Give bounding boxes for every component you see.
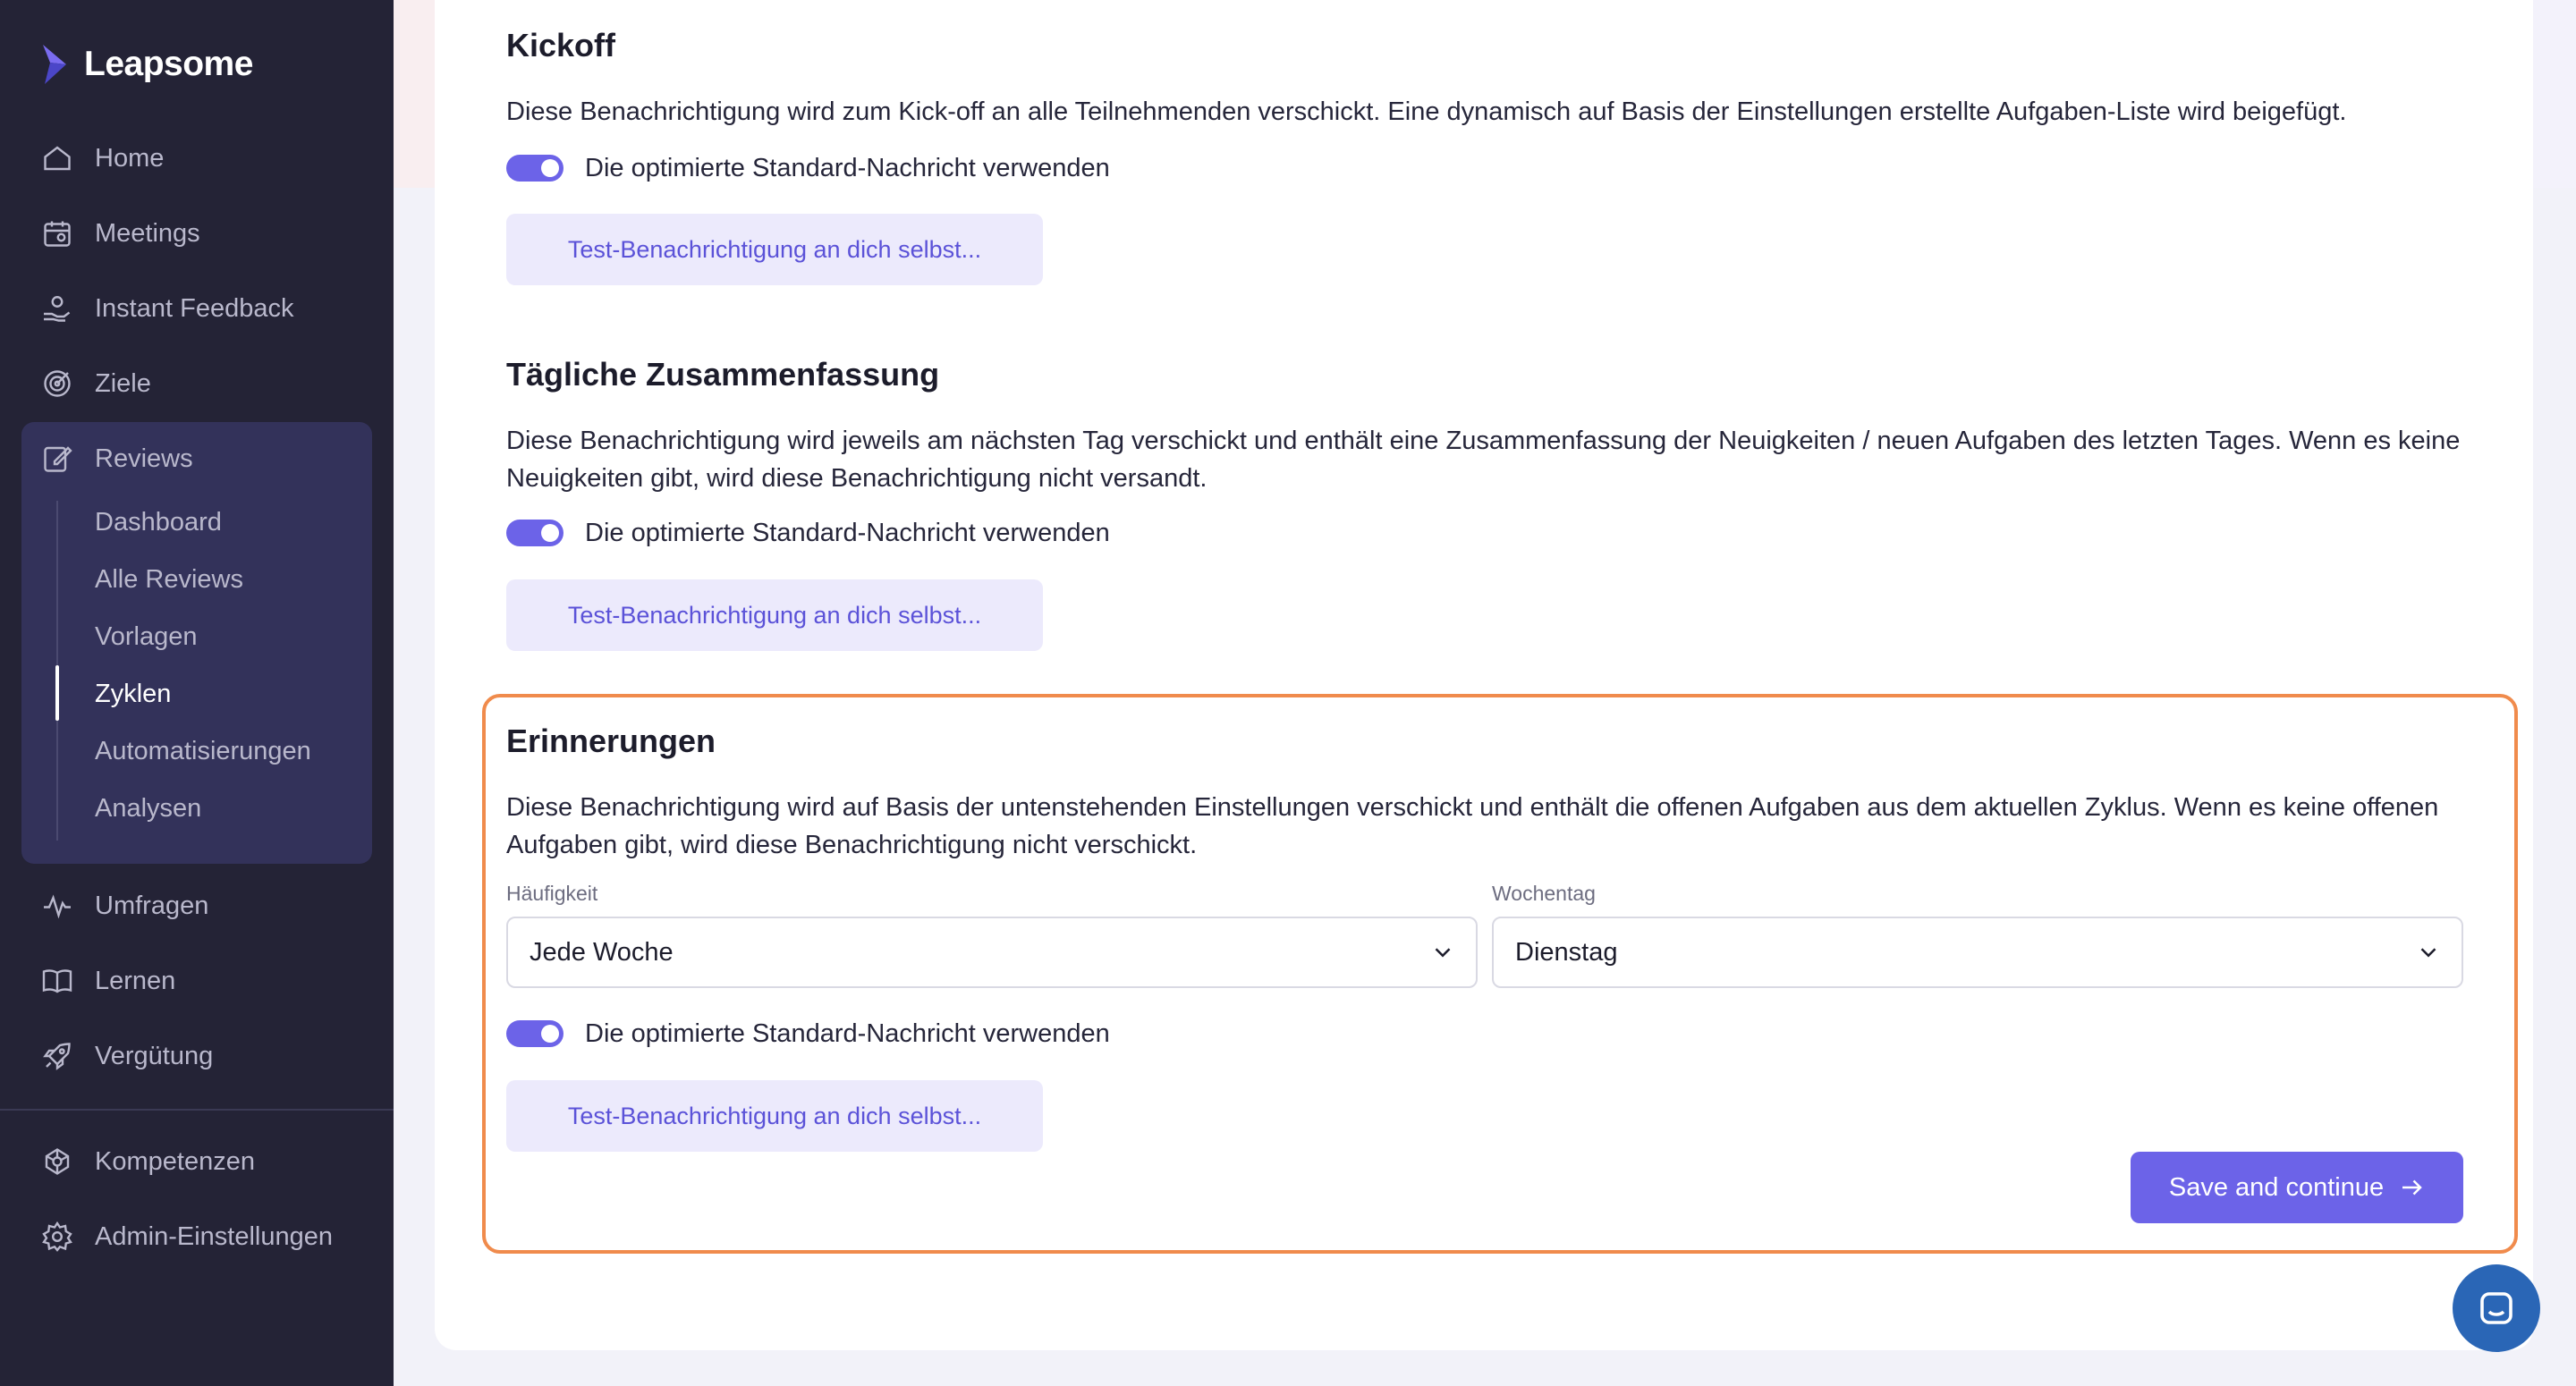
submenu-active-indicator	[55, 665, 59, 721]
sidebar	[0, 0, 394, 1386]
nav-item-admin-einstellungen[interactable]	[41, 1214, 333, 1259]
kickoff-title: Kickoff	[506, 27, 616, 63]
toggle-label: Die optimierte Standard-Nachricht verwenden	[585, 1018, 1110, 1048]
target-icon	[41, 368, 73, 400]
toggle-label: Die optimierte Standard-Nachricht verwenden	[585, 153, 1110, 182]
chevron-down-icon	[1429, 939, 1456, 966]
reminders-toggle-row[interactable]	[506, 1016, 1110, 1052]
reminders-default-message-toggle[interactable]	[506, 1020, 564, 1047]
daily-summary-description: Diese Benachrichtigung wird jeweils am nächsten Tag verschickt und enthält eine Zusammenfassung der Neuigkeiten / neuen Aufgaben des letzten Tages. Wenn es keine Neuigkeiten gibt, wird diese Benachrichtigung nicht versandt.	[506, 427, 2461, 493]
network-icon	[41, 1145, 73, 1178]
daily-default-message-toggle[interactable]	[506, 520, 564, 546]
save-and-continue-label: Save and continue	[2168, 1172, 2385, 1202]
weekday-label: Wochentag	[1492, 882, 1596, 905]
reminders-title: Erinnerungen	[506, 723, 716, 759]
kickoff-description: Diese Benachrichtigung wird zum Kick-off an alle Teilnehmenden verschickt. Eine dynamisch auf Basis der Einstellungen erstellte Aufgaben-Liste wird beigefügt.	[506, 97, 2347, 126]
rocket-icon	[41, 1040, 73, 1072]
nav-item-meetings[interactable]	[41, 211, 200, 256]
nav-label: Admin-Einstellungen	[95, 1221, 333, 1251]
chevron-down-icon	[2415, 939, 2442, 966]
toggle-label: Die optimierte Standard-Nachricht verwenden	[585, 518, 1110, 547]
edit-icon	[41, 443, 73, 475]
nav-label: Lernen	[95, 966, 176, 995]
nav-label: Kompetenzen	[95, 1146, 255, 1176]
nav-item-ziele[interactable]	[41, 361, 151, 406]
nav-item-reviews[interactable]	[41, 436, 193, 481]
gear-icon	[41, 1221, 73, 1253]
book-icon	[41, 965, 73, 997]
nav-label: Vergütung	[95, 1041, 214, 1070]
sidebar-divider	[0, 1109, 394, 1111]
leapsome-logo-icon	[39, 43, 75, 86]
weekday-value: Dienstag	[1515, 937, 1618, 967]
nav-label: Instant Feedback	[95, 293, 294, 323]
daily-summary-title: Tägliche Zusammenfassung	[506, 356, 940, 393]
nav-label: Home	[95, 143, 165, 173]
home-icon	[41, 142, 73, 174]
daily-toggle-row[interactable]	[506, 515, 1110, 551]
nav-item-lernen[interactable]	[41, 959, 175, 1003]
sub-item-automatisierungen[interactable]: Automatisierungen	[95, 736, 311, 765]
arrow-right-icon	[2398, 1174, 2425, 1201]
nav-item-instant-feedback[interactable]	[41, 286, 293, 331]
calendar-icon	[41, 217, 73, 249]
brand-name: Leapsome	[84, 45, 253, 83]
sub-item-analysen[interactable]: Analysen	[95, 793, 202, 823]
nav-item-verguetung[interactable]	[41, 1034, 213, 1078]
sub-item-alle-reviews[interactable]: Alle Reviews	[95, 564, 243, 594]
chat-support-button[interactable]	[2453, 1264, 2540, 1352]
weekday-select[interactable]	[1492, 917, 2463, 988]
nav-item-kompetenzen[interactable]	[41, 1139, 255, 1184]
nav-label: Meetings	[95, 218, 200, 248]
chat-bubble-icon	[2475, 1287, 2518, 1330]
nav-label: Reviews	[95, 444, 193, 473]
frequency-label: Häufigkeit	[506, 882, 598, 905]
sub-item-vorlagen[interactable]: Vorlagen	[95, 621, 198, 651]
save-and-continue-button[interactable]	[2131, 1152, 2463, 1223]
kickoff-default-message-toggle[interactable]	[506, 155, 564, 182]
sub-item-dashboard[interactable]: Dashboard	[95, 507, 222, 537]
nav-label: Ziele	[95, 368, 151, 398]
nav-item-home[interactable]	[41, 136, 164, 181]
kickoff-test-notification-button[interactable]: Test-Benachrichtigung an dich selbst...	[506, 214, 1043, 285]
nav-item-umfragen[interactable]	[41, 883, 208, 928]
kickoff-toggle-row[interactable]	[506, 150, 1110, 186]
sub-item-zyklen[interactable]: Zyklen	[95, 679, 172, 708]
pulse-icon	[41, 890, 73, 922]
frequency-select[interactable]	[506, 917, 1478, 988]
reminders-description: Diese Benachrichtigung wird auf Basis der untenstehenden Einstellungen verschickt und enthält die offenen Aufgaben aus dem aktuellen Zyklus. Wenn es keine offenen Aufgaben gibt, wird diese Benachrichtigung nicht verschickt.	[506, 793, 2439, 859]
brand-logo[interactable]	[39, 39, 253, 89]
frequency-value: Jede Woche	[530, 937, 674, 967]
nav-label: Umfragen	[95, 891, 209, 920]
reminders-test-notification-button[interactable]: Test-Benachrichtigung an dich selbst...	[506, 1080, 1043, 1152]
feedback-hand-icon	[41, 292, 73, 325]
daily-test-notification-button[interactable]: Test-Benachrichtigung an dich selbst...	[506, 579, 1043, 651]
